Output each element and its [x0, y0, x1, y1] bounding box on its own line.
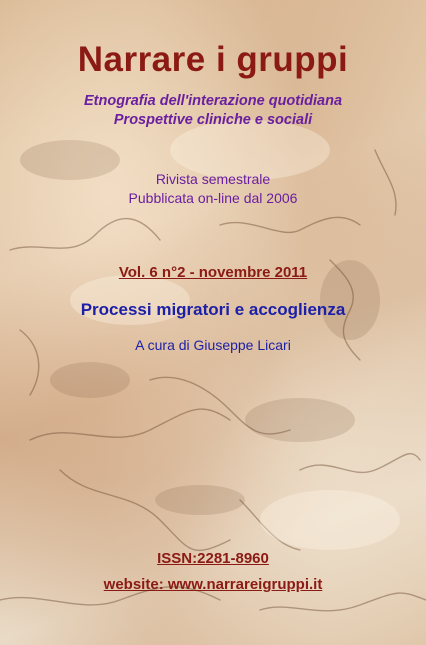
issue-volume: Vol. 6 n°2 - novembre 2011	[118, 264, 308, 281]
journal-subtitle-line1: Etnografia dell'interazione quotidiana	[83, 93, 343, 109]
issn-link[interactable]: ISSN:2281-8960	[157, 550, 269, 567]
journal-subtitle-line2: Prospettive cliniche e sociali	[113, 112, 313, 128]
website-link[interactable]: website: www.narrareigruppi.it	[103, 576, 323, 593]
publication-frequency: Rivista semestrale	[155, 171, 271, 187]
online-since: Pubblicata on-line dal 2006	[128, 190, 298, 206]
issue-editor: A cura di Giuseppe Licari	[135, 337, 291, 353]
issue-theme: Processi migratori e accoglienza	[80, 300, 346, 319]
journal-title: Narrare i gruppi	[77, 40, 349, 79]
